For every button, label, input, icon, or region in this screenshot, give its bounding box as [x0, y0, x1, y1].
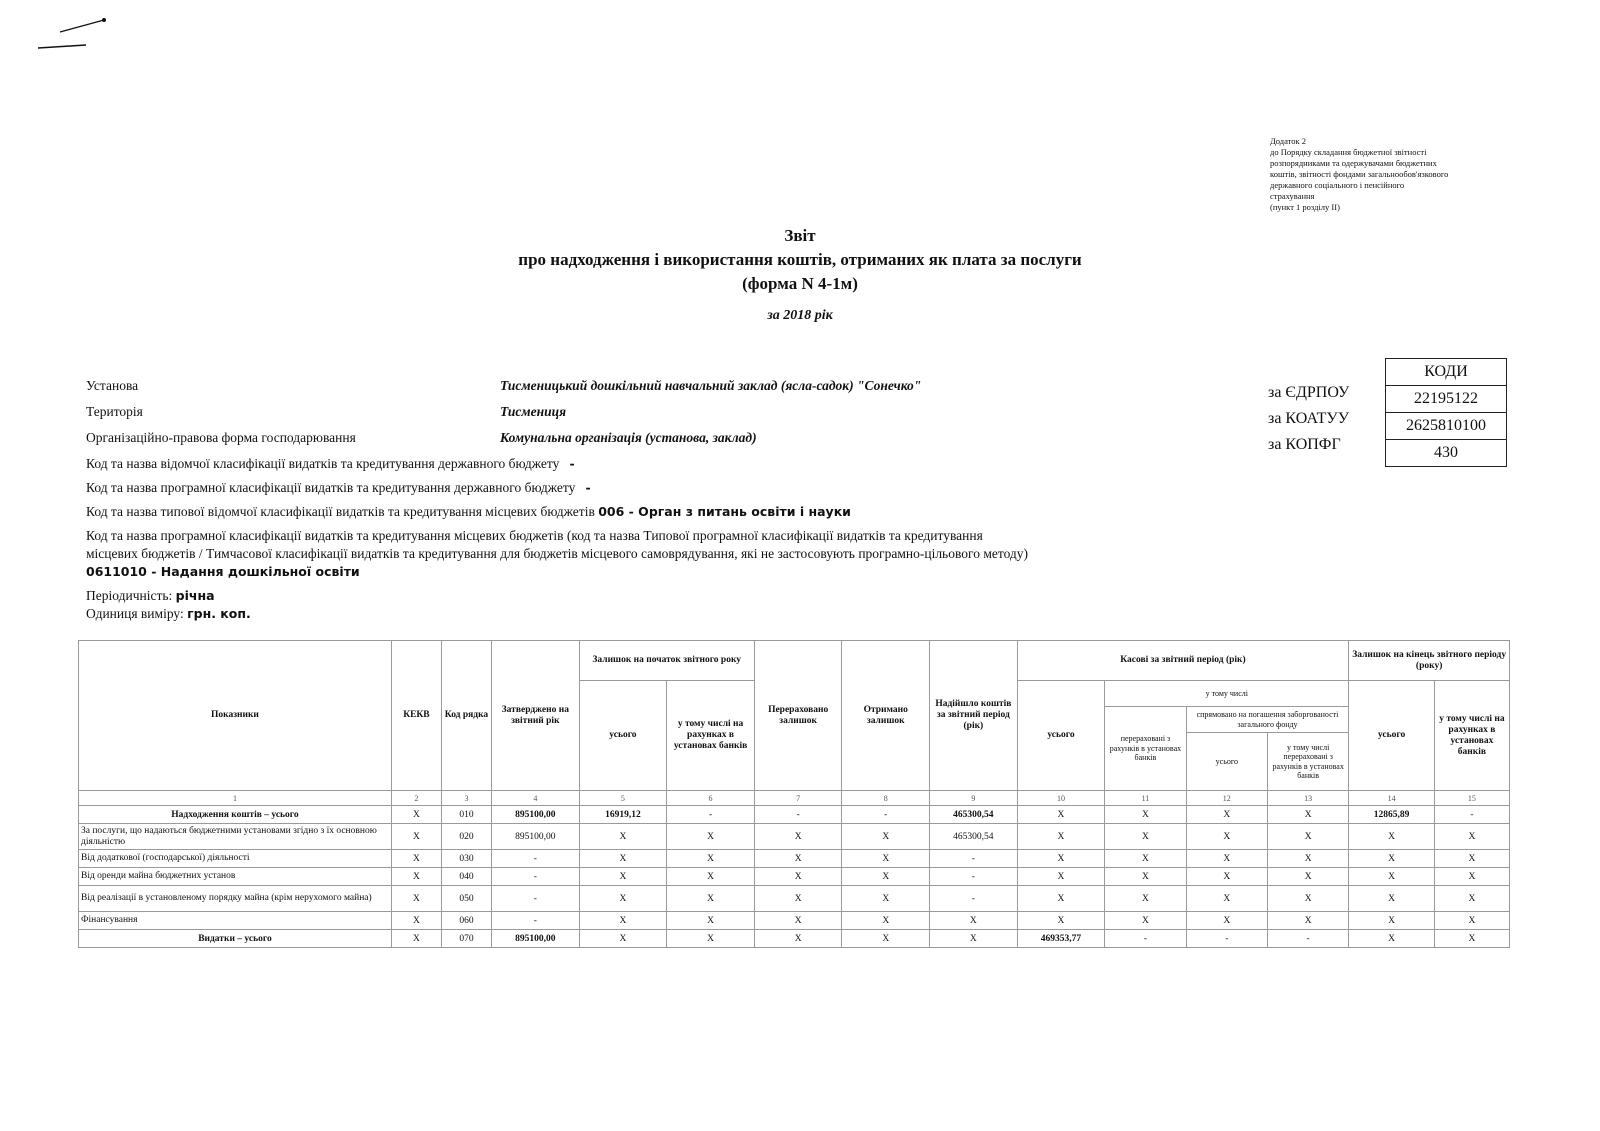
table-cell: X: [1105, 824, 1186, 850]
table-cell: X: [1186, 912, 1267, 930]
table-cell: X: [754, 886, 842, 912]
table-cell: X: [1105, 868, 1186, 886]
header-debt-repayment: спрямовано на погашення заборгованості загального фонду: [1186, 707, 1349, 733]
edrpou-label: за ЄДРПОУ: [1268, 384, 1350, 401]
annex-line: (пункт 1 розділу ІІ): [1270, 202, 1340, 212]
header-end-in-banks: у тому числі на рахунках в установах банків: [1434, 681, 1509, 791]
classification-label: Код та назва відомчої класифікації видатків та кредитування державного бюджету: [86, 456, 560, 471]
column-number: 14: [1349, 791, 1435, 806]
table-cell: -: [1434, 806, 1509, 824]
table-cell: X: [1434, 824, 1509, 850]
table-cell: X: [754, 850, 842, 868]
annex-line: до Порядку складання бюджетної звітності: [1270, 147, 1427, 157]
table-row: [79, 850, 1510, 868]
table-cell: X: [1105, 806, 1186, 824]
table-cell: X: [667, 930, 755, 948]
table-cell: X: [1349, 824, 1435, 850]
annex-line: Додаток 2: [1270, 136, 1307, 146]
column-number: 10: [1017, 791, 1105, 806]
table-cell: X: [391, 806, 441, 824]
column-number: 6: [667, 791, 755, 806]
header-balance-end: Залишок на кінець звітного періоду (року): [1349, 641, 1510, 681]
table-cell: X: [1434, 850, 1509, 868]
table-cell: X: [1267, 886, 1348, 912]
table-cell: 469353,77: [1017, 930, 1105, 948]
table-cell: -: [492, 850, 580, 868]
table-cell: 020: [441, 824, 491, 850]
column-number: 7: [754, 791, 842, 806]
periodicity-value: річна: [175, 588, 215, 603]
table-cell: X: [1017, 912, 1105, 930]
table-cell: X: [1186, 850, 1267, 868]
koatuu-value: 2625810100: [1386, 413, 1507, 440]
table-cell: X: [1017, 806, 1105, 824]
table-cell: X: [667, 912, 755, 930]
report-table: [78, 640, 1510, 948]
report-subtitle: про надходження і використання коштів, отриманих як плата за послуги: [518, 250, 1082, 269]
table-cell: X: [930, 930, 1018, 948]
table-cell: X: [579, 912, 667, 930]
org-form-label: Організаційно-правова форма господарювання: [86, 430, 356, 445]
org-form-value: Комунальна організація (установа, заклад): [500, 430, 757, 445]
table-cell: X: [1267, 850, 1348, 868]
handwritten-mark: [38, 14, 118, 54]
header-transferred-to-banks: перераховані з рахунків в установах банків: [1105, 707, 1186, 791]
header-including: у тому числі: [1105, 681, 1349, 707]
row-indicator: За послуги, що надаються бюджетними установами згідно з їх основною діяльністю: [79, 824, 392, 850]
classification-line-3: [86, 504, 851, 520]
table-cell: 465300,54: [930, 806, 1018, 824]
header-transferred-from-banks: у тому числі перераховані з рахунків в установах банків: [1267, 733, 1348, 791]
table-cell: X: [754, 930, 842, 948]
header-row-code: Код рядка: [441, 641, 491, 791]
table-row: [79, 930, 1510, 948]
table-cell: X: [667, 850, 755, 868]
table-cell: X: [842, 824, 930, 850]
row-indicator: Надходження коштів – усього: [79, 806, 392, 824]
table-cell: X: [930, 912, 1018, 930]
table-cell: X: [391, 912, 441, 930]
header-cash-total: усього: [1017, 681, 1105, 791]
header-kekv: КЕКВ: [391, 641, 441, 791]
territory-label: Територія: [86, 404, 143, 419]
header-cash-period: Касові за звітний період (рік): [1017, 641, 1349, 681]
table-cell: X: [842, 868, 930, 886]
table-cell: X: [842, 930, 930, 948]
header-transferred-balance: Перераховано залишок: [754, 641, 842, 791]
row-indicator: Від оренди майна бюджетних установ: [79, 868, 392, 886]
table-cell: -: [930, 850, 1018, 868]
table-cell: 030: [441, 850, 491, 868]
table-cell: X: [667, 824, 755, 850]
table-cell: X: [1349, 850, 1435, 868]
table-cell: -: [1267, 930, 1348, 948]
header-total: усього: [579, 681, 667, 791]
table-cell: X: [1105, 886, 1186, 912]
table-cell: X: [1017, 850, 1105, 868]
kopfg-value: 430: [1386, 440, 1507, 467]
table-cell: X: [842, 850, 930, 868]
column-number: 3: [441, 791, 491, 806]
table-row: [79, 824, 1510, 850]
annex-line: розпорядниками та одержувачами бюджетних: [1270, 158, 1437, 168]
table-cell: X: [1017, 886, 1105, 912]
table-cell: X: [667, 886, 755, 912]
table-cell: -: [492, 886, 580, 912]
table-cell: X: [1267, 868, 1348, 886]
table-row: [79, 806, 1510, 824]
column-number: 2: [391, 791, 441, 806]
annex-line: страхування: [1270, 191, 1315, 201]
header-in-banks: у тому числі на рахунках в установах банків: [667, 681, 755, 791]
codes-header: КОДИ: [1386, 359, 1507, 386]
header-debt-total: усього: [1186, 733, 1267, 791]
table-cell: -: [930, 886, 1018, 912]
periodicity-label: Періодичність:: [86, 588, 173, 603]
table-cell: X: [1349, 886, 1435, 912]
header-approved: Затверджено на звітний рік: [492, 641, 580, 791]
table-cell: 895100,00: [492, 806, 580, 824]
table-cell: X: [1186, 824, 1267, 850]
table-cell: 16919,12: [579, 806, 667, 824]
table-cell: X: [1186, 868, 1267, 886]
table-cell: X: [579, 930, 667, 948]
table-cell: 12865,89: [1349, 806, 1435, 824]
table-cell: X: [391, 868, 441, 886]
classification-line-4b: місцевих бюджетів / Тимчасової класифікації видатків та кредитування для бюджетів місцевого самоврядування, які не застосовують програмно-цільового методу): [86, 546, 1029, 561]
table-row: [79, 886, 1510, 912]
table-cell: -: [1105, 930, 1186, 948]
table-cell: X: [1434, 886, 1509, 912]
table-cell: -: [667, 806, 755, 824]
table-cell: X: [1434, 868, 1509, 886]
table-cell: X: [1017, 824, 1105, 850]
table-cell: X: [1186, 806, 1267, 824]
table-cell: X: [1434, 912, 1509, 930]
table-cell: X: [1267, 824, 1348, 850]
table-cell: 070: [441, 930, 491, 948]
report-title: Звіт: [784, 226, 816, 245]
table-cell: X: [667, 868, 755, 886]
table-cell: 010: [441, 806, 491, 824]
row-indicator: Від реалізації в установленому порядку майна (крім нерухомого майна): [79, 886, 392, 912]
classification-value: 0611010 - Надання дошкільної освіти: [86, 564, 360, 579]
table-cell: -: [1186, 930, 1267, 948]
classification-value: -: [585, 480, 591, 495]
classification-line-1: [86, 456, 575, 472]
table-cell: 895100,00: [492, 930, 580, 948]
classification-value: 006 - Орган з питань освіти і науки: [598, 504, 851, 519]
table-cell: X: [1349, 912, 1435, 930]
table-cell: X: [754, 824, 842, 850]
header-received-period: Надійшло коштів за звітний період (рік): [930, 641, 1018, 791]
report-period: за 2018 рік: [767, 308, 833, 323]
row-indicator: Видатки – усього: [79, 930, 392, 948]
header-end-total: усього: [1349, 681, 1435, 791]
unit-line: [86, 606, 251, 622]
column-number: 4: [492, 791, 580, 806]
table-cell: X: [1105, 850, 1186, 868]
institution-label: Установа: [86, 378, 139, 393]
column-number: 8: [842, 791, 930, 806]
territory-value: Тисмениця: [500, 404, 567, 419]
table-cell: 895100,00: [492, 824, 580, 850]
column-number: 9: [930, 791, 1018, 806]
header-indicator: Показники: [79, 641, 392, 791]
table-cell: 465300,54: [930, 824, 1018, 850]
kopfg-label: за КОПФГ: [1268, 436, 1341, 453]
table-cell: X: [1349, 868, 1435, 886]
table-cell: X: [391, 886, 441, 912]
table-cell: X: [391, 930, 441, 948]
table-cell: X: [842, 886, 930, 912]
edrpou-value: 22195122: [1386, 386, 1507, 413]
table-row: [79, 868, 1510, 886]
unit-value: грн. коп.: [187, 606, 251, 621]
header-balance-start: Залишок на початок звітного року: [579, 641, 754, 681]
table-cell: X: [754, 912, 842, 930]
koatuu-label: за КОАТУУ: [1268, 410, 1350, 427]
table-cell: X: [579, 886, 667, 912]
classification-line-4a: Код та назва програмної класифікації видатків та кредитування місцевих бюджетів (код та назва Типової програмної класифікації видатків та кредитування: [86, 528, 983, 543]
classification-line-2: [86, 480, 591, 496]
table-cell: X: [391, 850, 441, 868]
table-cell: X: [391, 824, 441, 850]
table-cell: X: [1017, 868, 1105, 886]
table-cell: X: [1186, 886, 1267, 912]
table-cell: -: [754, 806, 842, 824]
column-numbers-row: [79, 791, 1510, 806]
table-cell: 050: [441, 886, 491, 912]
table-cell: -: [492, 912, 580, 930]
classification-label: Код та назва типової відомчої класифікації видатків та кредитування місцевих бюджетів: [86, 504, 595, 519]
table-cell: 040: [441, 868, 491, 886]
column-number: 12: [1186, 791, 1267, 806]
unit-label: Одиниця виміру:: [86, 606, 184, 621]
column-number: 11: [1105, 791, 1186, 806]
annex-line: коштів, звітності фондами загальнообов'язкового: [1270, 169, 1449, 179]
classification-label: Код та назва програмної класифікації видатків та кредитування державного бюджету: [86, 480, 576, 495]
column-number: 1: [79, 791, 392, 806]
row-indicator: Фінансування: [79, 912, 392, 930]
annex-note: [1270, 136, 1520, 213]
form-number: (форма N 4-1м): [742, 274, 858, 293]
table-cell: X: [1434, 930, 1509, 948]
periodicity-line: [86, 588, 215, 604]
annex-line: державного соціального і пенсійного: [1270, 180, 1405, 190]
table-cell: -: [930, 868, 1018, 886]
table-cell: X: [842, 912, 930, 930]
table-cell: X: [579, 824, 667, 850]
column-number: 15: [1434, 791, 1509, 806]
institution-value: Тисменицький дошкільний навчальний заклад (ясла-садок) "Сонечко": [500, 378, 922, 393]
table-cell: X: [1105, 912, 1186, 930]
table-cell: -: [492, 868, 580, 886]
column-number: 5: [579, 791, 667, 806]
table-cell: X: [579, 850, 667, 868]
classification-value: -: [569, 456, 575, 471]
table-cell: -: [842, 806, 930, 824]
table-row: [79, 912, 1510, 930]
header-received-balance: Отримано залишок: [842, 641, 930, 791]
table-cell: X: [1267, 912, 1348, 930]
table-cell: 060: [441, 912, 491, 930]
table-cell: X: [579, 868, 667, 886]
column-number: 13: [1267, 791, 1348, 806]
table-cell: X: [754, 868, 842, 886]
table-cell: X: [1349, 930, 1435, 948]
table-cell: X: [1267, 806, 1348, 824]
row-indicator: Від додаткової (господарської) діяльності: [79, 850, 392, 868]
codes-table: [1385, 358, 1507, 467]
classification-line-4-value: [86, 564, 360, 580]
